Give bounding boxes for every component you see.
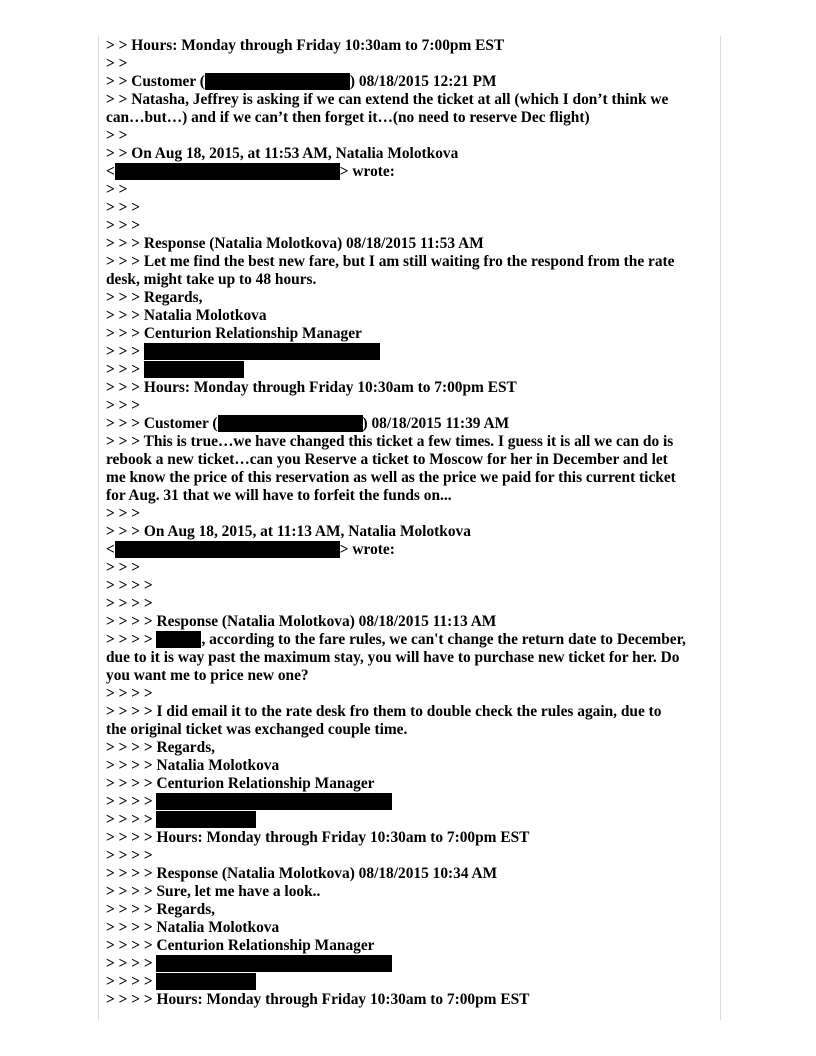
email-line	[106, 109, 718, 127]
email-line	[106, 145, 718, 163]
line-text: > > > Natalia Molotkova	[106, 307, 267, 324]
email-line	[106, 973, 718, 991]
line-text: > > > >	[106, 793, 157, 810]
line-text: <	[106, 163, 115, 180]
email-line	[106, 271, 718, 289]
redaction-bar	[156, 811, 256, 828]
line-text: > > > >	[106, 631, 157, 648]
redaction-bar	[144, 361, 244, 378]
line-text: > > >	[106, 217, 141, 234]
line-text: > >	[106, 181, 128, 198]
line-text: > > >	[106, 343, 144, 360]
line-text: > > > > I did email it to the rate desk fro them to double check the rules again, due to	[106, 703, 662, 720]
email-line	[106, 865, 718, 883]
line-text: > > > > Response (Natalia Molotkova) 08/18/2015 10:34 AM	[106, 865, 498, 882]
email-line	[106, 451, 718, 469]
redaction-bar	[156, 793, 392, 810]
email-line	[106, 613, 718, 631]
line-text: > > > >	[106, 577, 153, 594]
email-line	[106, 685, 718, 703]
line-text: > > > On Aug 18, 2015, at 11:13 AM, Natalia Molotkova	[106, 523, 471, 540]
line-text-after-redaction: > wrote:	[339, 163, 395, 180]
line-text: the original ticket was exchanged couple time.	[106, 721, 408, 738]
line-text: > > > > Response (Natalia Molotkova) 08/18/2015 11:13 AM	[106, 613, 497, 630]
email-line	[106, 703, 718, 721]
line-text: > > >	[106, 361, 144, 378]
line-text: > > > Hours: Monday through Friday 10:30am to 7:00pm EST	[106, 379, 517, 396]
line-text: me know the price of this reservation as well as the price we paid for this current ticket	[106, 469, 676, 486]
email-line	[106, 217, 718, 235]
email-line	[106, 811, 718, 829]
line-text: > > Hours: Monday through Friday 10:30am to 7:00pm EST	[106, 37, 505, 54]
email-line	[106, 469, 718, 487]
email-line	[106, 343, 718, 361]
line-text: > > > > Hours: Monday through Friday 10:30am to 7:00pm EST	[106, 829, 530, 846]
line-text: <	[106, 541, 115, 558]
line-text: > > > > Regards,	[106, 901, 216, 918]
redaction-bar	[115, 541, 340, 558]
line-text: can…but…) and if we can’t then forget it…(no need to reserve Dec flight)	[106, 109, 590, 126]
email-line	[106, 595, 718, 613]
redaction-bar	[205, 73, 350, 90]
email-line	[106, 991, 718, 1009]
redaction-bar	[156, 955, 392, 972]
line-text: desk, might take up to 48 hours.	[106, 271, 317, 288]
email-line	[106, 631, 718, 649]
email-thread-body	[106, 37, 718, 1009]
email-line	[106, 181, 718, 199]
email-line	[106, 793, 718, 811]
email-line	[106, 577, 718, 595]
line-text: > > > This is true…we have changed this ticket a few times. I guess it is all we can do is	[106, 433, 674, 450]
line-text: > > > > Hours: Monday through Friday 10:30am to 7:00pm EST	[106, 991, 530, 1008]
line-text: > > > >	[106, 847, 153, 864]
line-text: > > > Centurion Relationship Manager	[106, 325, 362, 342]
email-line	[106, 829, 718, 847]
line-text: due to it is way past the maximum stay, you will have to purchase new ticket for her. Do	[106, 649, 680, 666]
email-line	[106, 883, 718, 901]
email-line	[106, 433, 718, 451]
email-line	[106, 847, 718, 865]
email-line	[106, 37, 718, 55]
line-text-after-redaction: , according to the fare rules, we can't change the return date to December,	[201, 631, 686, 648]
email-line	[106, 541, 718, 559]
line-text: you want me to price new one?	[106, 667, 309, 684]
email-line	[106, 721, 718, 739]
line-text: > > > > Regards,	[106, 739, 216, 756]
email-line	[106, 55, 718, 73]
email-line	[106, 919, 718, 937]
line-text: > > Natasha, Jeffrey is asking if we can extend the ticket at all (which I don’t think we	[106, 91, 669, 108]
line-text: > > > >	[106, 955, 157, 972]
email-line	[106, 361, 718, 379]
email-line	[106, 739, 718, 757]
line-text: for Aug. 31 that we will have to forfeit the funds on...	[106, 487, 452, 504]
redaction-bar	[156, 973, 256, 990]
email-line	[106, 289, 718, 307]
email-line	[106, 901, 718, 919]
email-line	[106, 487, 718, 505]
line-text: > > >	[106, 559, 141, 576]
redaction-bar	[218, 415, 363, 432]
line-text-after-redaction: ) 08/18/2015 12:21 PM	[349, 73, 497, 90]
line-text: > > >	[106, 505, 141, 522]
email-line	[106, 415, 718, 433]
email-line	[106, 505, 718, 523]
email-line	[106, 199, 718, 217]
email-line	[106, 559, 718, 577]
email-line	[106, 253, 718, 271]
line-text: > > > Regards,	[106, 289, 203, 306]
line-text: > > > Customer (	[106, 415, 218, 432]
email-line	[106, 325, 718, 343]
line-text-after-redaction: > wrote:	[339, 541, 395, 558]
email-line	[106, 667, 718, 685]
email-line	[106, 397, 718, 415]
email-line	[106, 757, 718, 775]
email-line	[106, 127, 718, 145]
email-line	[106, 91, 718, 109]
line-text: > > > >	[106, 973, 157, 990]
line-text: > > > > Sure, let me have a look..	[106, 883, 321, 900]
line-text: > > >	[106, 199, 141, 216]
email-line	[106, 523, 718, 541]
email-line	[106, 235, 718, 253]
line-text: > >	[106, 127, 128, 144]
redaction-bar	[144, 343, 380, 360]
line-text: > > > > Natalia Molotkova	[106, 757, 280, 774]
email-line	[106, 73, 718, 91]
line-text: > > > > Centurion Relationship Manager	[106, 775, 375, 792]
line-text: > > > > Natalia Molotkova	[106, 919, 280, 936]
line-text: > > > > Centurion Relationship Manager	[106, 937, 375, 954]
line-text: > > Customer (	[106, 73, 205, 90]
line-text: > > > >	[106, 685, 153, 702]
line-text-after-redaction: ) 08/18/2015 11:39 AM	[362, 415, 510, 432]
email-line	[106, 955, 718, 973]
line-text: > > > >	[106, 595, 153, 612]
email-line	[106, 163, 718, 181]
line-text: rebook a new ticket…can you Reserve a ticket to Moscow for her in December and let	[106, 451, 668, 468]
line-text: > > > >	[106, 811, 157, 828]
redaction-bar	[156, 631, 201, 648]
line-text: > > > Response (Natalia Molotkova) 08/18/2015 11:53 AM	[106, 235, 484, 252]
email-line	[106, 649, 718, 667]
line-text: > > > Let me find the best new fare, but I am still waiting fro the respond from the rate	[106, 253, 675, 270]
redaction-bar	[115, 163, 340, 180]
email-line	[106, 775, 718, 793]
line-text: > >	[106, 55, 128, 72]
line-text: > > On Aug 18, 2015, at 11:53 AM, Natalia Molotkova	[106, 145, 459, 162]
email-line	[106, 307, 718, 325]
line-text: > > >	[106, 397, 141, 414]
email-line	[106, 937, 718, 955]
email-line	[106, 379, 718, 397]
